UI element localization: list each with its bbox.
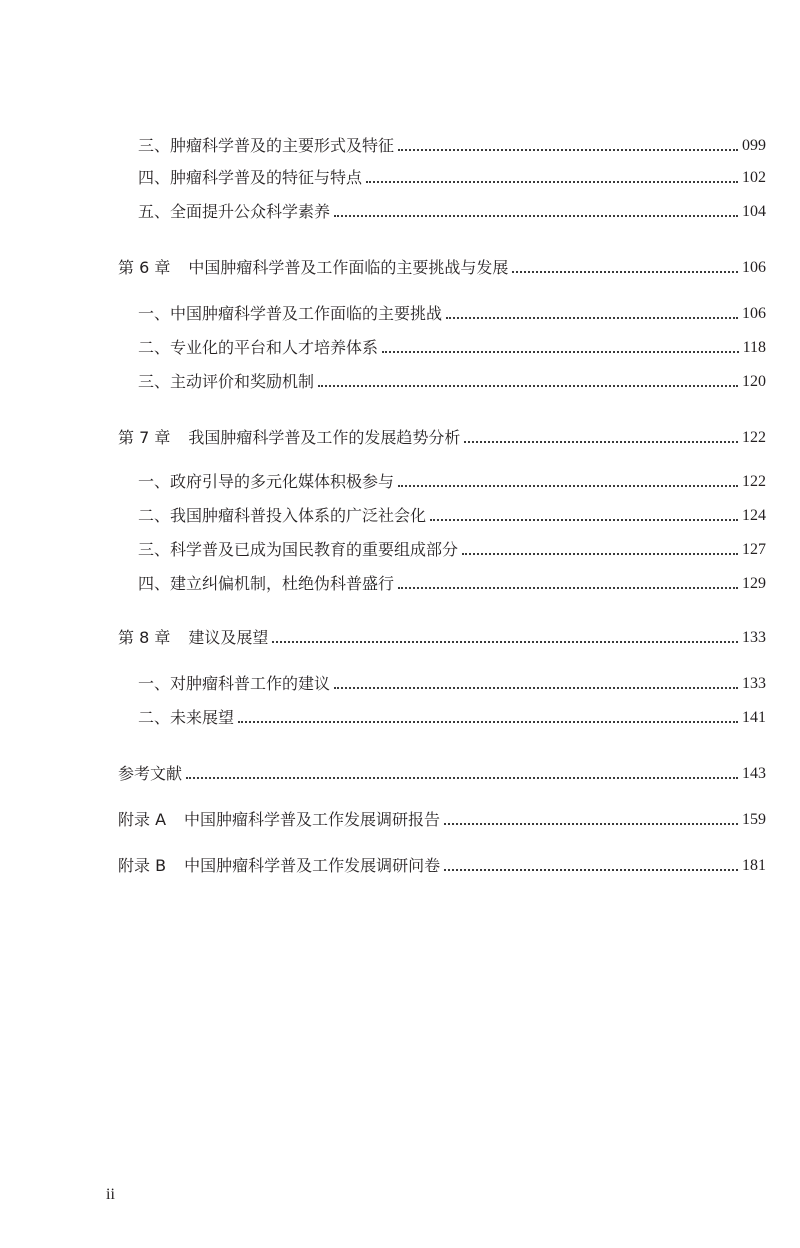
toc-page-number: 122 bbox=[742, 473, 766, 490]
toc-page-number: 159 bbox=[742, 811, 766, 828]
dot-leader bbox=[462, 553, 738, 555]
toc-page-number: 124 bbox=[742, 507, 766, 524]
toc-entry-title: 三、科学普及已成为国民教育的重要组成部分 bbox=[138, 540, 459, 559]
toc-entry[interactable] bbox=[138, 330, 766, 358]
toc-appendix-entry[interactable] bbox=[118, 802, 766, 830]
toc-entry-title: 二、未来展望 bbox=[138, 708, 235, 727]
dot-leader bbox=[186, 777, 738, 779]
dot-leader bbox=[398, 149, 738, 151]
toc-entry-title: 四、肿瘤科学普及的特征与特点 bbox=[138, 168, 363, 187]
appendix-label: 附录 B bbox=[118, 856, 167, 875]
toc-entry[interactable] bbox=[138, 160, 766, 188]
toc-appendix-entry[interactable] bbox=[118, 848, 766, 876]
dot-leader bbox=[238, 721, 738, 723]
toc-page-number: 104 bbox=[742, 203, 766, 220]
dot-leader bbox=[464, 441, 738, 443]
toc-entry-title: 参考文献 bbox=[118, 764, 183, 783]
toc-entry[interactable] bbox=[138, 566, 766, 594]
dot-leader bbox=[318, 385, 738, 387]
toc-page-number: 118 bbox=[742, 339, 766, 356]
dot-leader bbox=[430, 519, 738, 521]
toc-page-number: 129 bbox=[742, 575, 766, 592]
toc-entry[interactable] bbox=[138, 700, 766, 728]
chapter-number: 第 8 章 bbox=[118, 628, 171, 647]
toc-page-number: 133 bbox=[742, 675, 766, 692]
toc-page-number: 120 bbox=[742, 373, 766, 390]
toc-entry-title: 二、我国肿瘤科普投入体系的广泛社会化 bbox=[138, 506, 427, 525]
toc-entry-title: 中国肿瘤科学普及工作面临的主要挑战与发展 bbox=[188, 258, 509, 277]
toc-entry[interactable] bbox=[138, 464, 766, 492]
toc-entry[interactable] bbox=[138, 296, 766, 324]
toc-entry-title: 二、专业化的平台和人才培养体系 bbox=[138, 338, 379, 357]
toc-entry-title: 中国肿瘤科学普及工作发展调研问卷 bbox=[184, 856, 441, 875]
toc-chapter-entry[interactable] bbox=[118, 620, 766, 648]
toc-page-number: 133 bbox=[742, 629, 766, 646]
toc-entry-title: 四、建立纠偏机制，杜绝伪科普盛行 bbox=[138, 574, 395, 593]
toc-page-number: 181 bbox=[742, 857, 766, 874]
toc-page-number: 122 bbox=[742, 429, 766, 446]
toc-entry-title: 三、肿瘤科学普及的主要形式及特征 bbox=[138, 136, 395, 155]
toc-page-number: 143 bbox=[742, 765, 766, 782]
toc-entry-title: 一、政府引导的多元化媒体积极参与 bbox=[138, 472, 395, 491]
dot-leader bbox=[334, 215, 738, 217]
dot-leader bbox=[444, 869, 738, 871]
toc-entry-title: 中国肿瘤科学普及工作发展调研报告 bbox=[184, 810, 441, 829]
toc-entry[interactable] bbox=[138, 194, 766, 222]
toc-page-number: 102 bbox=[742, 169, 766, 186]
toc-entry-title: 三、主动评价和奖励机制 bbox=[138, 372, 315, 391]
dot-leader bbox=[382, 351, 739, 353]
dot-leader bbox=[398, 485, 738, 487]
toc-entry[interactable] bbox=[138, 364, 766, 392]
dot-leader bbox=[446, 317, 738, 319]
toc-page-number: 141 bbox=[742, 709, 766, 726]
toc-entry[interactable] bbox=[138, 532, 766, 560]
dot-leader bbox=[272, 641, 738, 643]
appendix-label: 附录 A bbox=[118, 810, 167, 829]
toc-chapter-entry[interactable] bbox=[118, 250, 766, 278]
dot-leader bbox=[512, 271, 738, 273]
chapter-number: 第 7 章 bbox=[118, 428, 171, 447]
toc-entry-title: 一、中国肿瘤科学普及工作面临的主要挑战 bbox=[138, 304, 443, 323]
dot-leader bbox=[444, 823, 738, 825]
toc-page-number: 106 bbox=[742, 305, 766, 322]
dot-leader bbox=[334, 687, 738, 689]
toc-entry[interactable] bbox=[138, 666, 766, 694]
toc-entry[interactable] bbox=[138, 128, 766, 156]
dot-leader bbox=[366, 181, 738, 183]
toc-entry-title: 五、全面提升公众科学素养 bbox=[138, 202, 331, 221]
page-folio: ii bbox=[106, 1186, 115, 1203]
dot-leader bbox=[398, 587, 738, 589]
toc-page-number: 099 bbox=[742, 137, 766, 154]
toc-entry-title: 建议及展望 bbox=[188, 628, 269, 647]
toc-references-entry[interactable] bbox=[118, 756, 766, 784]
toc-entry-title: 我国肿瘤科学普及工作的发展趋势分析 bbox=[188, 428, 461, 447]
toc-entry[interactable] bbox=[138, 498, 766, 526]
chapter-number: 第 6 章 bbox=[118, 258, 171, 277]
toc-chapter-entry[interactable] bbox=[118, 420, 766, 448]
toc-entry-title: 一、对肿瘤科普工作的建议 bbox=[138, 674, 331, 693]
toc-page-number: 106 bbox=[742, 259, 766, 276]
toc-page-number: 127 bbox=[742, 541, 766, 558]
